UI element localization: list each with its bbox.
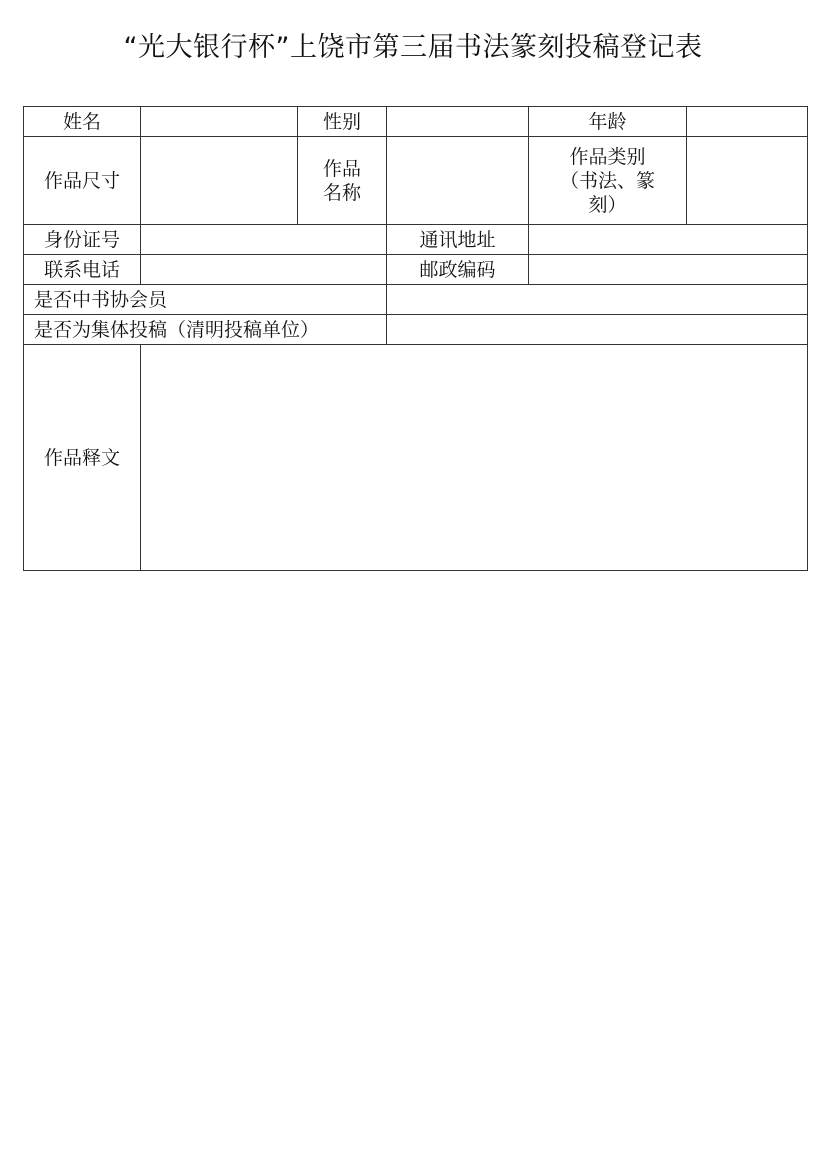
row-id-address (24, 225, 808, 255)
postcode-field[interactable] (529, 255, 808, 285)
page-title: “光大银行杯”上饶市第三届书法篆刻投稿登记表 (123, 32, 703, 63)
row-size-work-category (24, 137, 808, 225)
group-field[interactable] (387, 315, 808, 345)
size-label: 作品尺寸 (24, 137, 141, 225)
category-label-line3: 刻） (588, 193, 627, 216)
phone-label: 联系电话 (24, 255, 141, 285)
gender-field[interactable] (387, 107, 529, 137)
member-label: 是否中书协会员 (24, 285, 387, 315)
postcode-label: 邮政编码 (387, 255, 529, 285)
name-field[interactable] (141, 107, 298, 137)
size-field[interactable] (141, 137, 298, 225)
age-label: 年龄 (529, 107, 687, 137)
category-label-line2: （书法、篆 (559, 169, 655, 192)
group-label: 是否为集体投稿（清明投稿单位） (24, 315, 387, 345)
row-work-text (24, 345, 808, 571)
category-label (529, 137, 687, 225)
work-text-field[interactable] (141, 345, 808, 571)
row-phone-postcode (24, 255, 808, 285)
row-name-gender-age (24, 107, 808, 137)
name-label: 姓名 (24, 107, 141, 137)
work-name-field[interactable] (387, 137, 529, 225)
id-label: 身份证号 (24, 225, 141, 255)
address-field[interactable] (529, 225, 808, 255)
phone-field[interactable] (141, 255, 387, 285)
age-field[interactable] (687, 107, 808, 137)
gender-label: 性别 (298, 107, 387, 137)
work-text-label: 作品释文 (24, 345, 141, 571)
registration-form-table (23, 106, 808, 571)
category-field[interactable] (687, 137, 808, 225)
work-name-label (298, 137, 387, 225)
member-field[interactable] (387, 285, 808, 315)
work-name-label-line1: 作品 (322, 157, 361, 180)
address-label: 通讯地址 (387, 225, 529, 255)
row-group (24, 315, 808, 345)
row-member (24, 285, 808, 315)
id-field[interactable] (141, 225, 387, 255)
category-label-line1: 作品类别 (569, 145, 646, 168)
work-name-label-line2: 名称 (322, 181, 361, 204)
